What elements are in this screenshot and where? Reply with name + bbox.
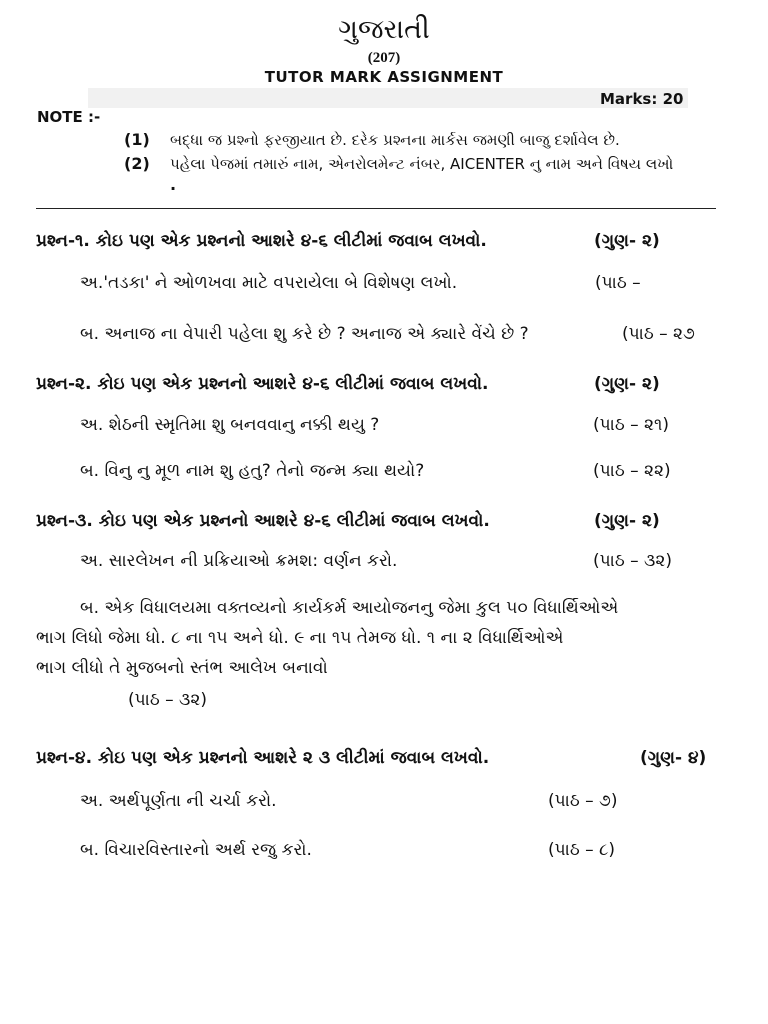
lesson-reference: (પાઠ – ૩૨) [593,551,672,571]
sub-question: બ. વિનુ નુ મૂળ નામ શુ હતુ? તેનો જન્મ ક્યા થયો? [80,461,425,481]
note-text: પહેલા પેજમાં તમારું નામ, એનરોલમેન્ટ નંબર, AICENTER નુ નામ અને વિષય લખો [170,155,674,173]
question-heading: પ્રશ્ન-૧. કોઇ પણ એક પ્રશ્નનો આશરે ૪-૬ લીટીમાં જવાબ લખવો. [36,231,487,251]
sub-question-line: ભાગ લીધો તે મુજબનો સ્તંભ આલેખ બનાવો [36,658,328,678]
question-marks: (ગુણ- ૨) [594,231,660,251]
question-heading: પ્રશ્ન-૩. કોઇ પણ એક પ્રશ્નનો આશરે ૪-૬ લીટીમાં જવાબ લખવો. [36,511,490,531]
total-marks: Marks: 20 [600,90,684,108]
header-shade-band [88,88,688,108]
page-title: ગુજરાતી [338,14,430,45]
subject-code: (207) [367,50,401,66]
sub-question: બ. વિચારવિસ્તારનો અર્થ રજુ કરો. [80,840,312,860]
lesson-reference: (પાઠ – ૩૨) [128,690,207,710]
sub-question: અ. અર્થપૂર્ણતા ની ચર્ચા કરો. [80,791,277,811]
sub-question: બ. અનાજ ના વેપારી પહેલા શુ કરે છે ? અનાજ એ ક્યારે વેંચે છે ? [80,324,529,344]
note-label: NOTE :- [37,108,101,126]
divider-line [36,208,716,209]
note-number: (2) [124,154,150,173]
sub-question: અ.'તડકા' ને ઓળખવા માટે વપરાયેલા બે વિશેષણ લખો. [80,273,458,293]
assignment-subtitle: TUTOR MARK ASSIGNMENT [264,68,504,86]
note-text: બદ્ધા જ પ્રશ્નો ફરજીયાત છે. દરેક પ્રશ્નના માર્કસ જમણી બાજુ દર્શાવેલ છે. [170,131,620,149]
sub-question-line: બ. એક વિધાલયમા વક્તવ્યનો કાર્યકર્મ આયોજનનુ જેમા કુલ ૫૦ વિધાર્થિઓએ [80,598,619,618]
note-number: (1) [124,130,150,149]
question-marks: (ગુણ- ૪) [640,748,707,768]
sub-question: અ. શેઠની સ્મૃતિમા શુ બનવવાનુ નક્કી થયુ ? [80,415,380,435]
lesson-reference: (પાઠ – ૨૭ [622,324,695,344]
question-heading: પ્રશ્ન-૪. કોઇ પણ એક પ્રશ્નનો આશરે ૨ ૩ લીટીમાં જવાબ લખવો. [36,748,490,768]
lesson-reference: (પાઠ – ૨૧) [593,415,669,435]
sub-question: અ. સારલેખન ની પ્રક્રિયાઓ ક્રમશ: વર્ણન કરો. [80,551,398,571]
sub-question-line: ભાગ લિધો જેમા ધો. ૮ ના ૧૫ અને ધો. ૯ ના ૧૫ તેમજ ધો. ૧ ના ૨ વિધાર્થિઓએ [36,628,564,648]
question-heading: પ્રશ્ન-૨. કોઇ પણ એક પ્રશ્નનો આશરે ૪-૬ લીટીમાં જવાબ લખવો. [36,374,489,394]
note-trailing-dot: . [170,175,177,194]
lesson-reference: (પાઠ – ૭) [548,791,618,811]
lesson-reference: (પાઠ – ૨૨) [593,461,671,481]
lesson-reference: (પાઠ – [595,273,641,293]
question-marks: (ગુણ- ૨) [594,511,660,531]
question-marks: (ગુણ- ૨) [594,374,660,394]
lesson-reference: (પાઠ – ૮) [548,840,616,860]
